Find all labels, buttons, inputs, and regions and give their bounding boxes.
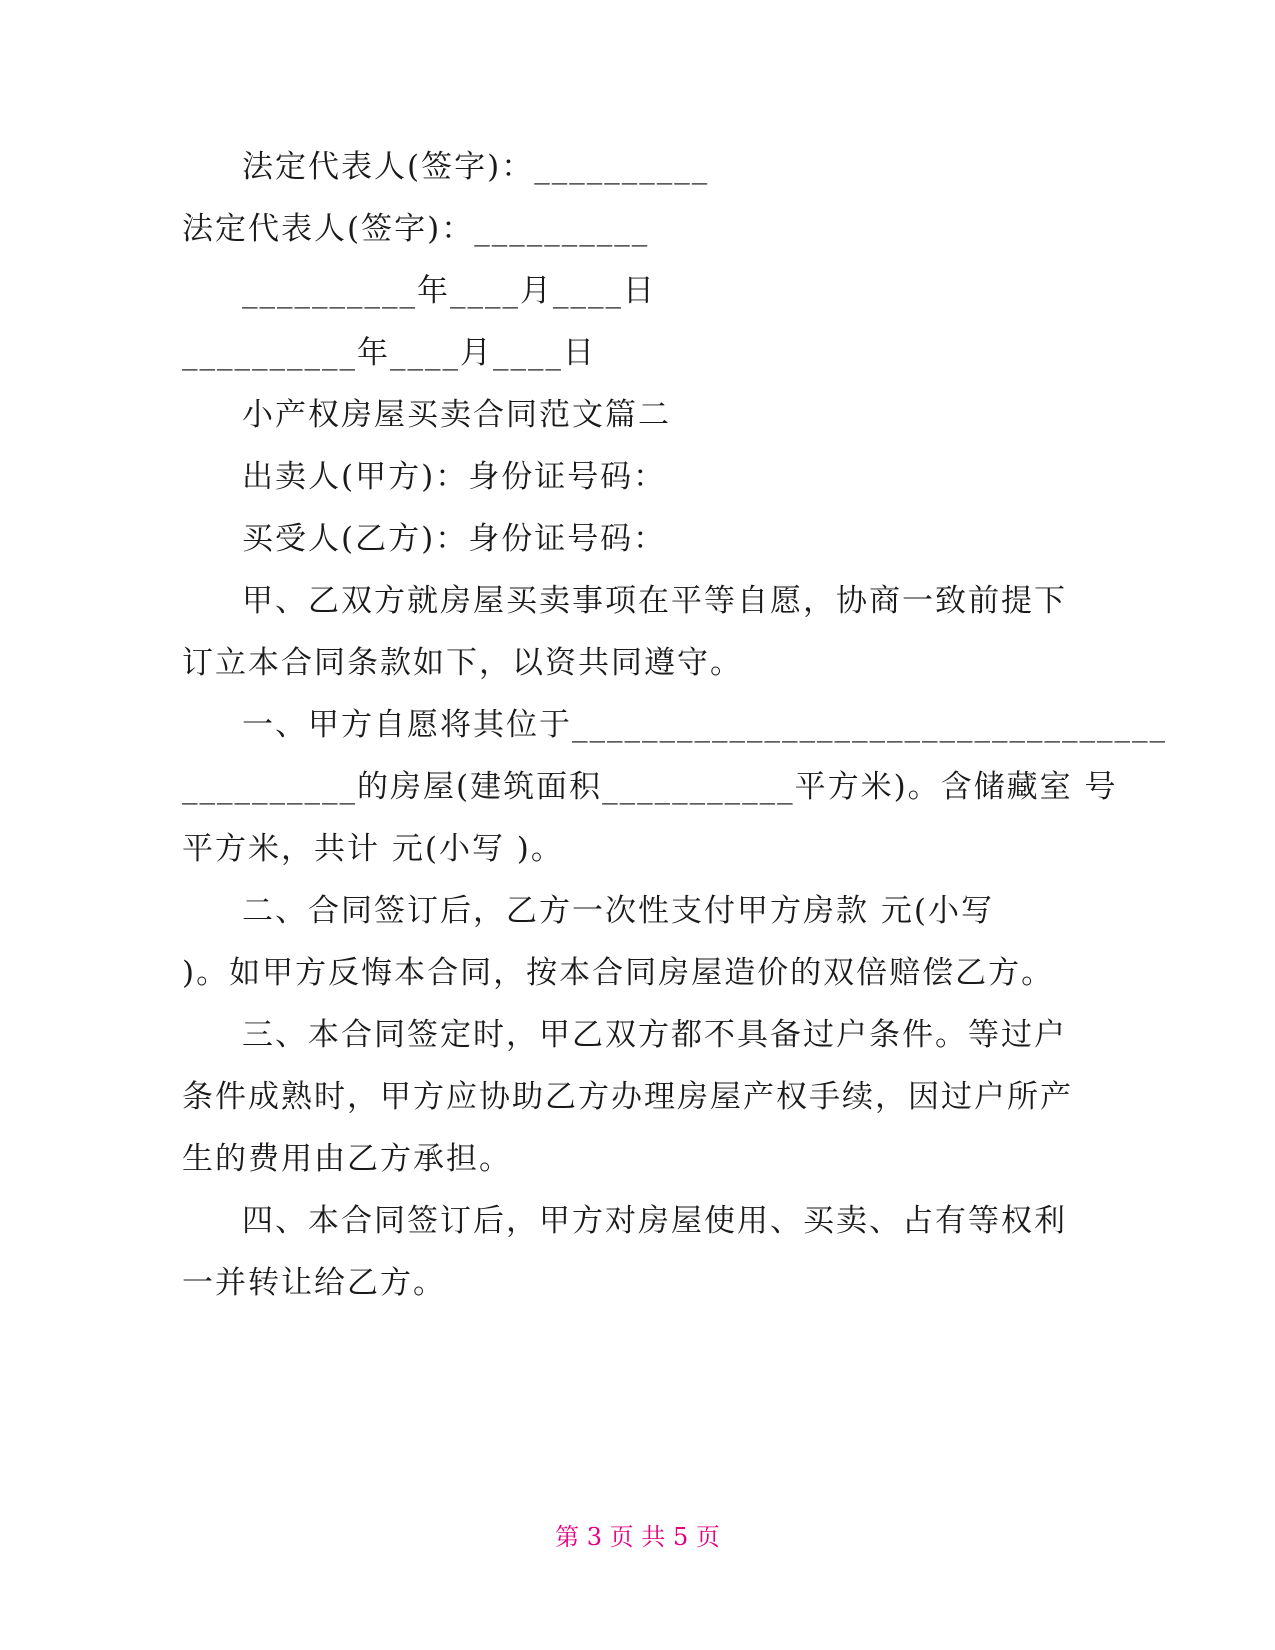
clause-3-line-1: 三、本合同签定时，甲乙双方都不具备过户条件。等过户 <box>242 1017 1067 1053</box>
clause-3-line-3: 生的费用由乙方承担。 <box>182 1141 512 1177</box>
clause-2-line-1: 二、合同签订后，乙方一次性支付甲方房款 元(小写 <box>242 893 994 929</box>
clause-4-line-2: 一并转让给乙方。 <box>182 1265 446 1301</box>
clause-2-line-2: )。如甲方反悔本合同，按本合同房屋造价的双倍赔偿乙方。 <box>182 955 1055 991</box>
clause-1-line-2: __________的房屋(建筑面积___________平方米)。含储藏室 号 <box>182 769 1118 805</box>
preamble-line-2: 订立本合同条款如下，以资共同遵守。 <box>182 645 743 681</box>
date-line-party-b: __________年____月____日 <box>182 335 596 371</box>
clause-3-line-2: 条件成熟时，甲方应协助乙方办理房屋产权手续，因过户所产 <box>182 1079 1073 1115</box>
signature-line-party-a: 法定代表人(签字)：__________ <box>242 149 710 185</box>
clause-4-line-1: 四、本合同签订后，甲方对房屋使用、买卖、占有等权利 <box>242 1203 1067 1239</box>
signature-line-party-b: 法定代表人(签字)：__________ <box>182 211 650 247</box>
page-number-footer: 第 3 页 共 5 页 <box>555 1523 720 1551</box>
section-heading: 小产权房屋买卖合同范文篇二 <box>242 397 671 433</box>
seller-line: 出卖人(甲方)：身份证号码： <box>242 459 667 495</box>
clause-1-line-1: 一、甲方自愿将其位于__________________________________ <box>242 707 1167 743</box>
clause-1-line-3: 平方米，共计 元(小写 )。 <box>182 831 564 867</box>
preamble-line-1: 甲、乙双方就房屋买卖事项在平等自愿，协商一致前提下 <box>242 583 1067 619</box>
buyer-line: 买受人(乙方)：身份证号码： <box>242 521 667 557</box>
date-line-party-a: __________年____月____日 <box>242 273 656 309</box>
document-body <box>182 136 1167 1314</box>
